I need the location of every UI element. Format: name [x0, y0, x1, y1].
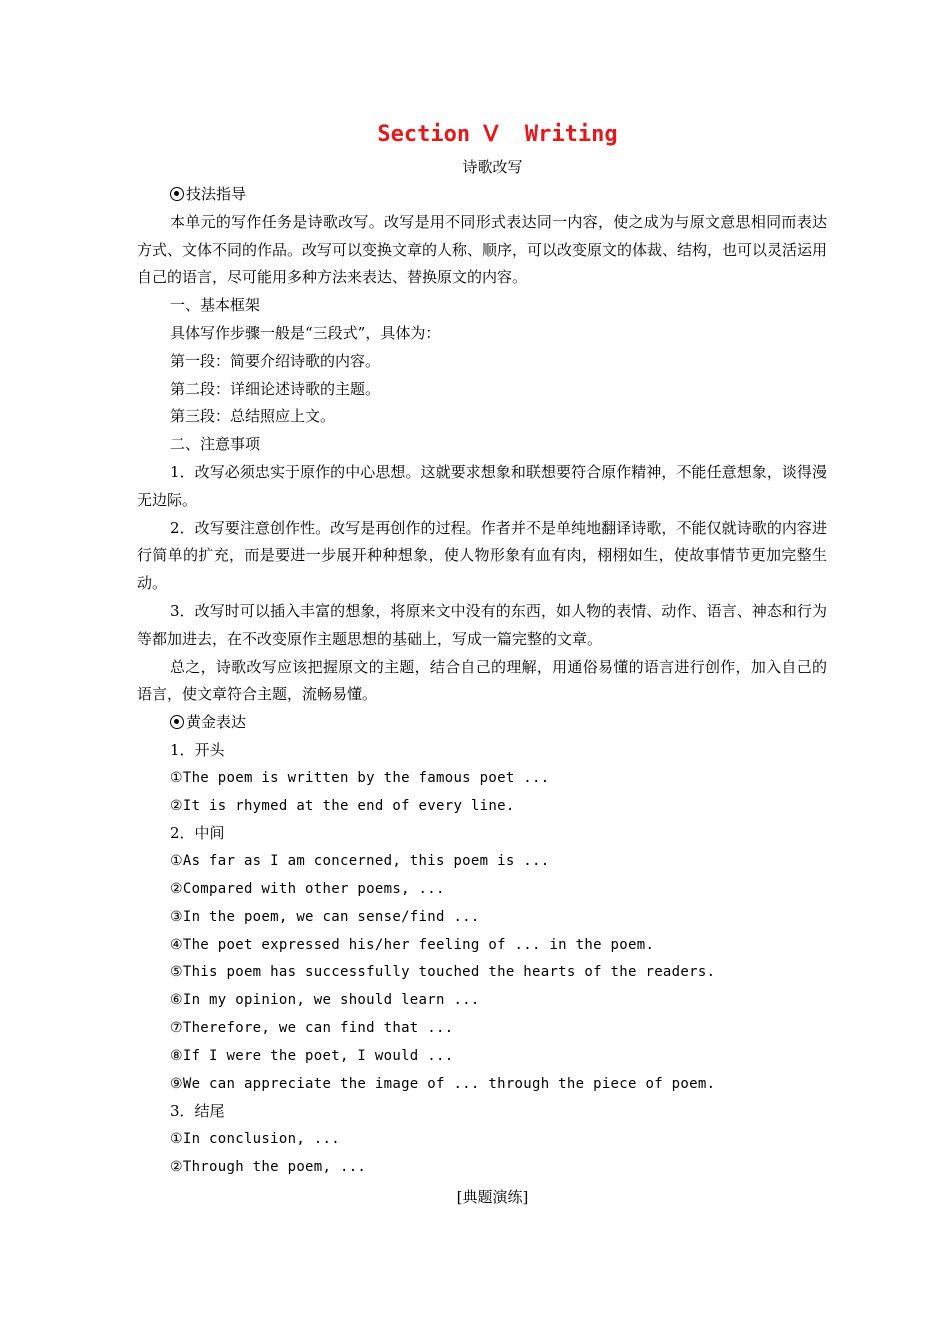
expression-item: ⑤This poem has successfully touched the hearts of the readers.	[170, 964, 716, 981]
expression-item: ①In conclusion, ...	[170, 1131, 340, 1148]
summary-paragraph: 总之，诗歌改写应该把握原文的主题，结合自己的理解，用通俗易懂的语言进行创作，加入自己的语言，使文章符合主题，流畅易懂。	[137, 657, 827, 704]
framework-item: 第二段：详细论述诗歌的主题。	[170, 379, 381, 398]
expression-item: ⑦Therefore, we can find that ...	[170, 1019, 454, 1036]
page-title: Section Ⅴ Writing	[377, 122, 618, 147]
expression-item: ④The poet expressed his/her feeling of ... in the poem.	[170, 936, 655, 953]
expression-item: ⑨We can appreciate the image of ... through the piece of poem.	[170, 1075, 716, 1092]
expression-item: ②Compared with other poems, ...	[170, 880, 445, 897]
note-paragraph: 2．改写要注意创作性。改写是再创作的过程。作者并不是单纯地翻译诗歌，不能仅就诗歌的内容进行简单的扩充，而是要进一步展开种种想象，使人物形象有血有肉，栩栩如生，使故事情节更加完整生动。	[137, 518, 827, 593]
document-body	[137, 181, 827, 1182]
circle-bullet-icon	[170, 715, 184, 729]
framework-heading: 一、基本框架	[170, 296, 261, 315]
framework-item: 第三段：总结照应上文。	[170, 407, 336, 426]
expression-item: ⑥In my opinion, we should learn ...	[170, 992, 480, 1009]
opening-heading: 1．开头	[170, 740, 225, 759]
framework-item: 第一段：简要介绍诗歌的内容。	[170, 351, 381, 370]
expression-item: ①The poem is written by the famous poet ...	[170, 769, 550, 786]
expression-item: ②It is rhymed at the end of every line.	[170, 797, 515, 814]
note-paragraph: 1．改写必须忠实于原作的中心思想。这就要求想象和联想要符合原作精神，不能任意想象，谈得漫无边际。	[137, 462, 827, 509]
middle-heading: 2．中间	[170, 824, 225, 843]
technique-paragraph: 本单元的写作任务是诗歌改写。改写是用不同形式表达同一内容，使之成为与原文意思相同而表达方式、文体不同的作品。改写可以变换文章的人称、顺序，可以改变原文的体裁、结构，也可以灵活运用自己的语言，尽可能用多种方法来表达、替换原文的内容。	[137, 212, 828, 287]
practice-section-label: [典题演练]	[456, 1188, 529, 1206]
circle-bullet-icon	[170, 187, 184, 201]
notes-heading: 二、注意事项	[170, 435, 261, 454]
ending-heading: 3．结尾	[170, 1102, 225, 1121]
expression-item: ⑧If I were the poet, I would ...	[170, 1047, 454, 1064]
expression-item: ②Through the poem, ...	[170, 1158, 367, 1175]
framework-intro: 具体写作步骤一般是“三段式”，具体为：	[170, 323, 441, 342]
expressions-heading: 黄金表达	[137, 709, 827, 737]
expression-item: ①As far as I am concerned, this poem is ...	[170, 853, 550, 870]
page-subtitle: 诗歌改写	[462, 158, 523, 176]
expression-item: ③In the poem, we can sense/find ...	[170, 908, 480, 925]
technique-heading: 技法指导	[137, 181, 827, 209]
note-paragraph: 3．改写时可以插入丰富的想象，将原来文中没有的东西，如人物的表情、动作、语言、神态和行为等都加进去，在不改变原作主题思想的基础上，写成一篇完整的文章。	[137, 601, 827, 648]
